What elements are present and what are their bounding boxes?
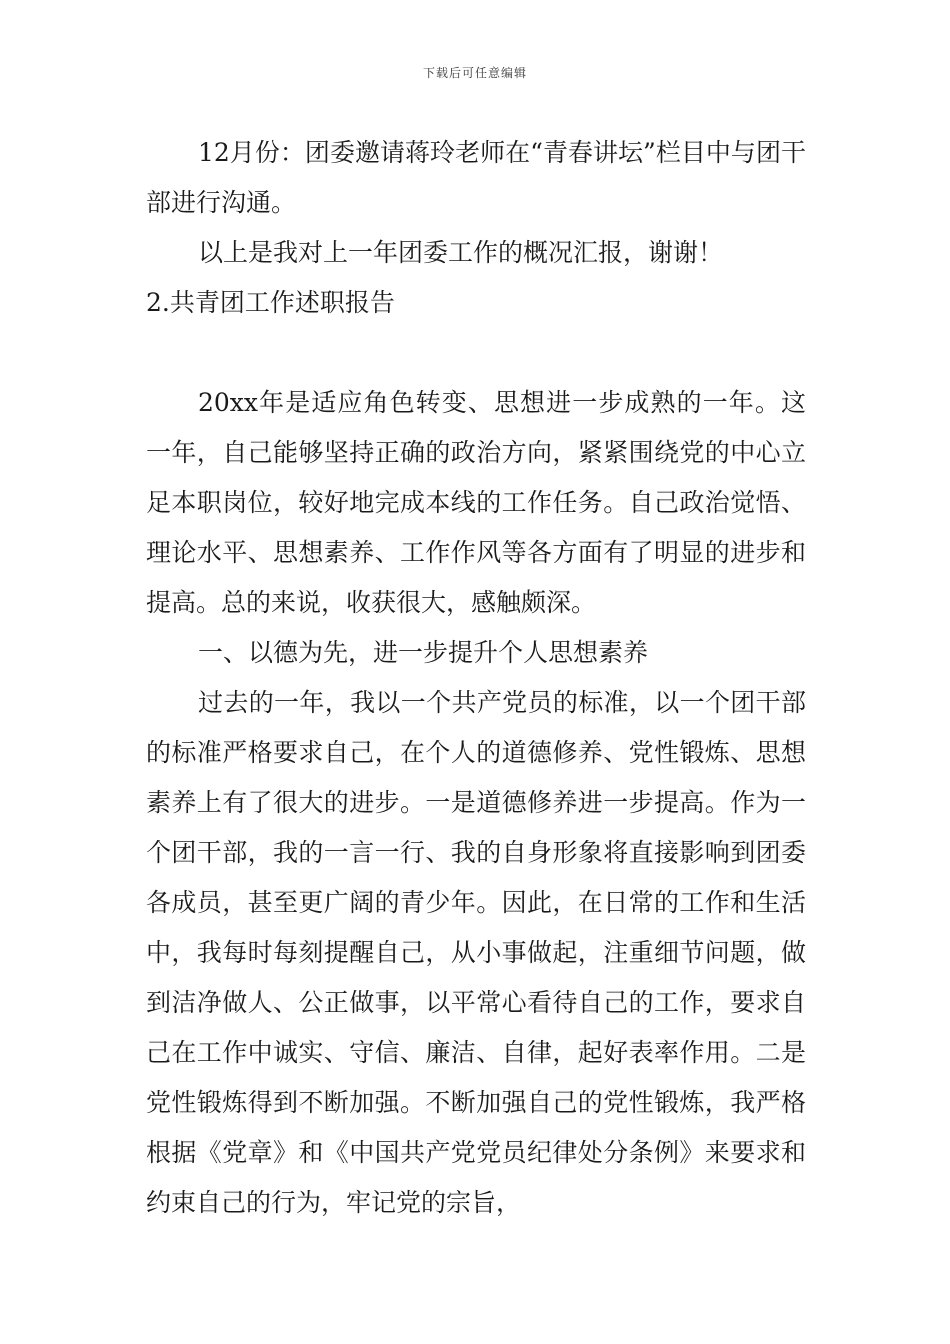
document-body — [146, 128, 806, 1228]
blank-line — [146, 328, 806, 378]
paragraph-intro: 20xx年是适应角色转变、思想进一步成熟的一年。这一年，自己能够坚持正确的政治方向，紧紧围绕党的中心立足本职岗位，较好地完成本线的工作任务。自己政治觉悟、理论水平、思想素养、工作作风等各方面有了明显的进步和提高。总的来说，收获很大，感触颇深。 — [146, 388, 806, 617]
subheading-morality: 一、以德为先，进一步提升个人思想素养 — [198, 638, 649, 667]
paragraph-morality-detail: 过去的一年，我以一个共产党员的标准，以一个团干部的标准严格要求自己，在个人的道德修养、党性锻炼、思想素养上有了很大的进步。一是道德修养进一步提高。作为一个团干部，我的一言一行、我的自身形象将直接影响到团委各成员，甚至更广阔的青少年。因此，在日常的工作和生活中，我每时每刻提醒自己，从小事做起，注重细节问题，做到洁净做人、公正做事，以平常心看待自己的工作，要求自己在工作中诚实、守信、廉洁、自律，起好表率作用。二是党性锻炼得到不断加强。不断加强自己的党性锻炼，我严格根据《党章》和《中国共产党党员纪律处分条例》来要求和约束自己的行为，牢记党的宗旨， — [146, 688, 806, 1217]
paragraph-december: 12月份：团委邀请蒋玲老师在“青春讲坛”栏目中与团干部进行沟通。 — [146, 138, 806, 217]
section-title: 2.共青团工作述职报告 — [146, 288, 395, 317]
page-header: 下载后可任意编辑 — [422, 66, 527, 80]
paragraph-closing-thanks: 以上是我对上一年团委工作的概况汇报，谢谢！ — [198, 238, 724, 267]
